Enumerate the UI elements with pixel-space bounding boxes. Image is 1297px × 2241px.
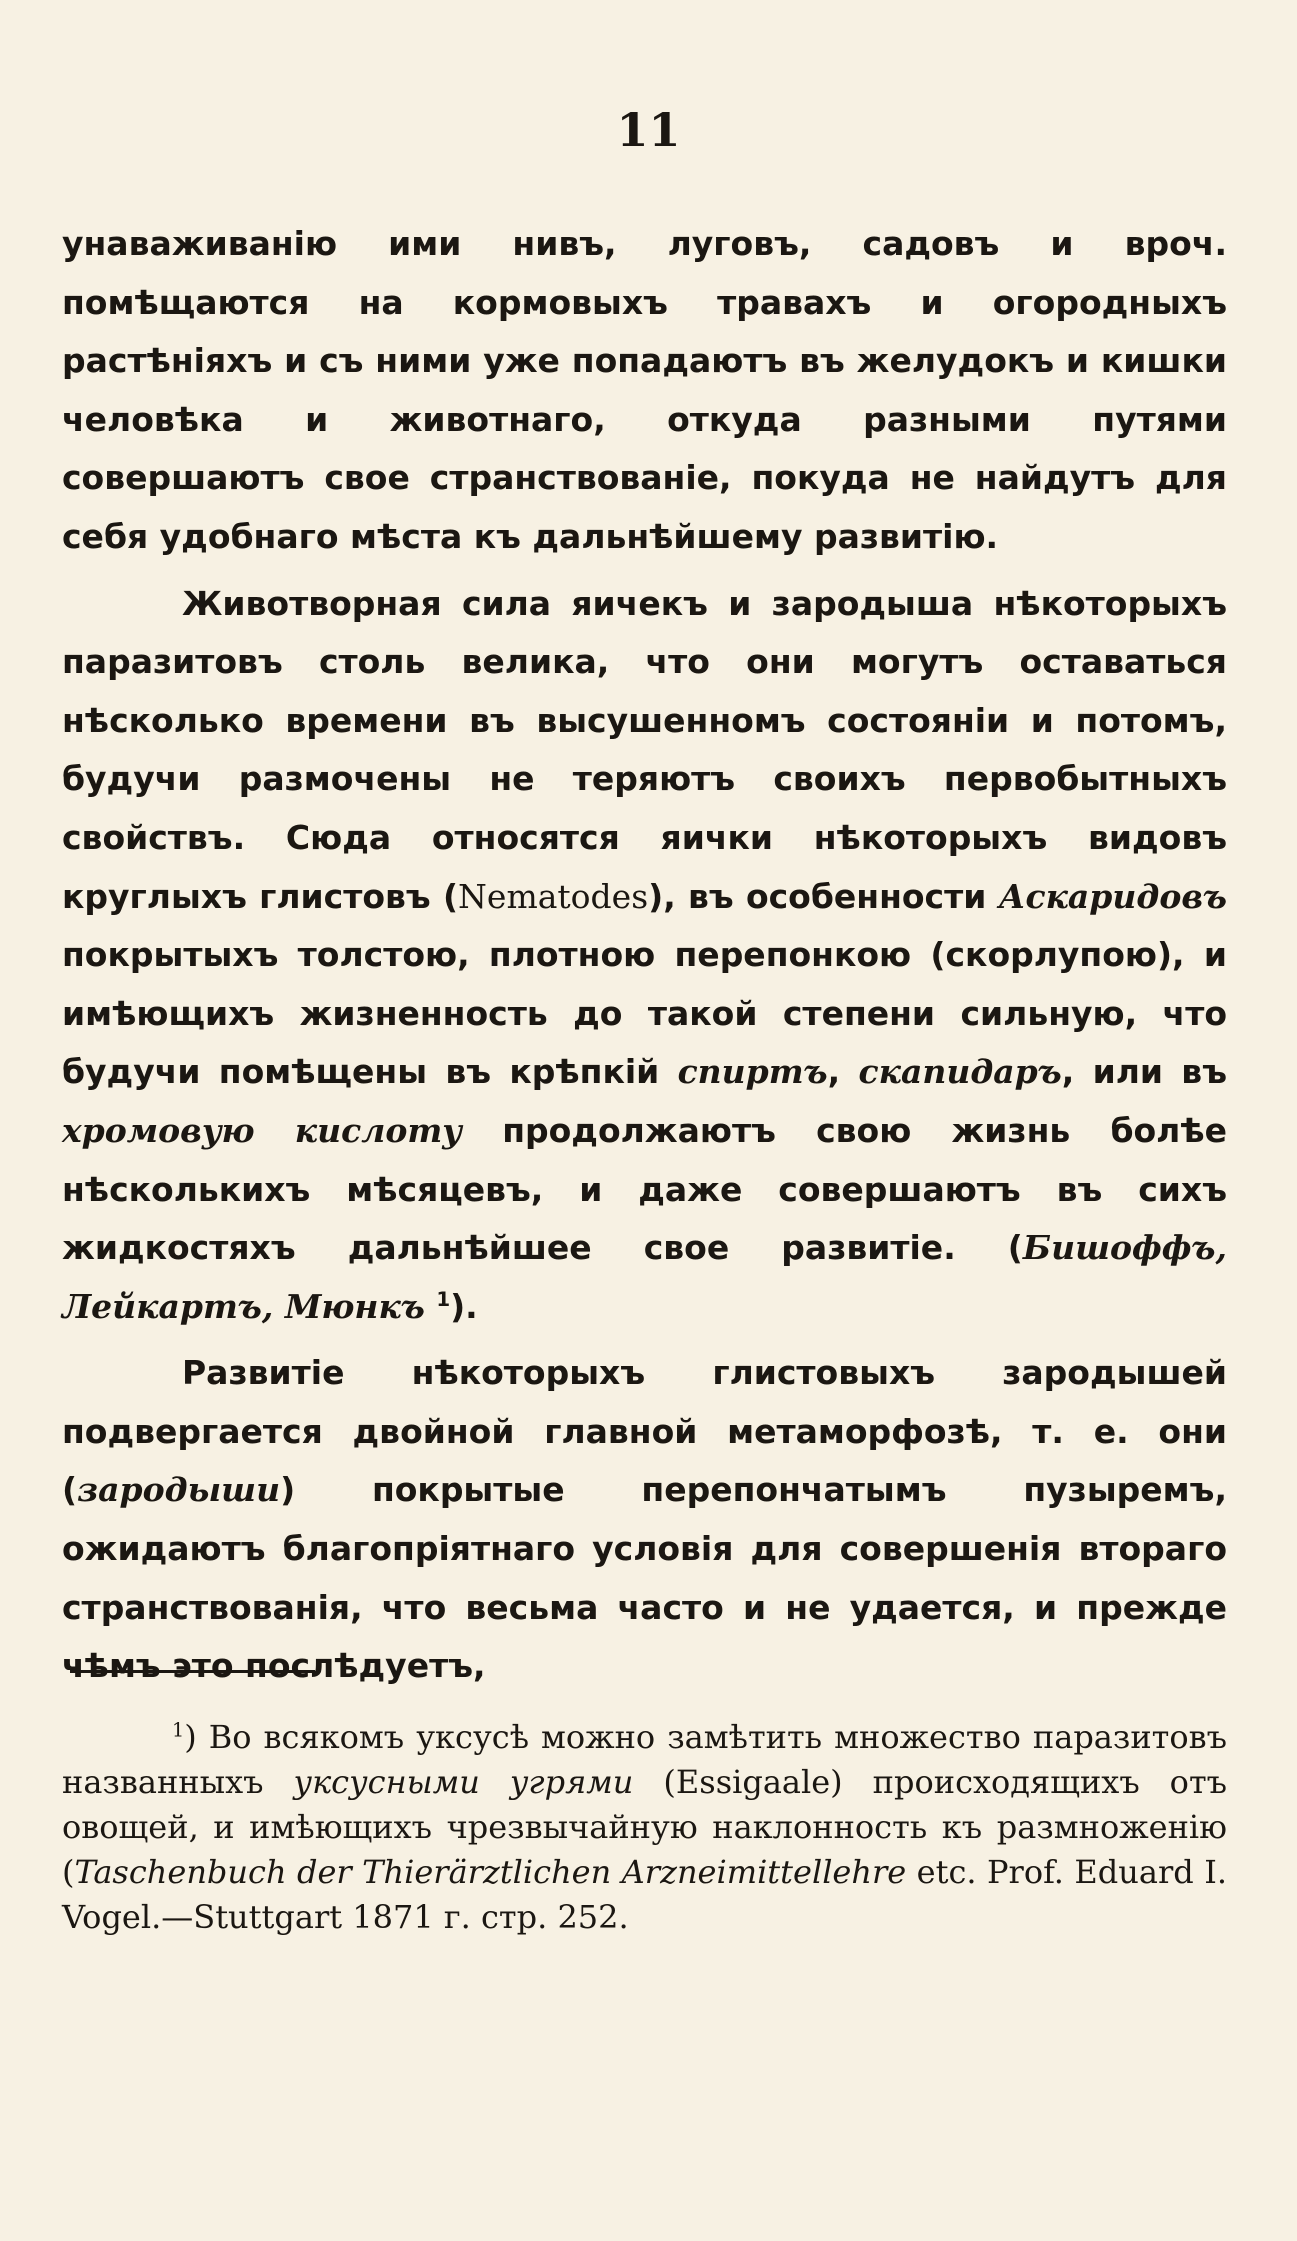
paragraph-3-text: ) покрытые перепончатымъ пузыремъ, ожидаютъ благопріятнаго условія для совершенія втораго странствованія, что весьма часто и не удается, и прежде чѣмъ это послѣдуетъ, xyxy=(62,1470,1227,1686)
footnote-text-part: etc. Prof. Eduard I. Vogel.—Stuttgart 1871 г. стр. 252. xyxy=(62,1853,1228,1936)
paragraph-2-text: продолжаютъ свою жизнь болѣе нѣсколькихъ мѣсяцевъ, и даже совершаютъ въ сихъ жидкостяхъ дальнѣйшее свое развитіе. ( xyxy=(62,1110,1227,1268)
paragraph-2-italic-term: Аскаридовъ xyxy=(998,876,1227,916)
footnote-text xyxy=(62,1715,1227,1940)
paragraph-2-text: Животворная сила яичекъ и зародыша нѣкоторыхъ паразитовъ столь велика, что они могутъ оставаться нѣсколько времени въ высушенномъ состояніи и потомъ, будучи размочены не теряютъ своихъ первобытныхъ свойствъ. Сюда относятся яички нѣкоторыхъ видовъ круглыхъ глистовъ ( xyxy=(62,583,1227,916)
paragraph-3 xyxy=(62,1344,1227,1696)
paragraph-3-text: Развитіе нѣкоторыхъ глистовыхъ зародышей подвергается двойной главной метаморфозѣ, т. е. они ( xyxy=(62,1353,1227,1510)
paragraph-2-text: ), въ особенности xyxy=(648,876,999,916)
paragraph-2-italic-term: скапидаръ xyxy=(858,1052,1062,1092)
paragraph-3-italic-term: зародыши xyxy=(77,1470,281,1510)
footnote xyxy=(62,1715,1227,1940)
paragraph-2-text: ). xyxy=(450,1286,478,1326)
paragraph-2-italic-term: хромовую кислоту xyxy=(62,1110,463,1150)
paragraph-2-text: , или въ xyxy=(1061,1052,1227,1092)
paragraph-2-italic-term: спиртъ xyxy=(677,1052,828,1092)
paragraph-2-text: покрытыхъ толстою, плотною перепонкою (скорлупою), и имѣющихъ жизненность до такой степени сильную, что будучи помѣщены въ крѣпкій xyxy=(62,935,1227,1092)
footnote-text-part: (Essigaale) происходящихъ отъ овощей, и имѣющихъ чрезвычайную наклонность къ размноженію ( xyxy=(62,1763,1228,1891)
footnote-divider xyxy=(70,1670,315,1673)
paragraph-1: унаваживанію ими нивъ, луговъ, садовъ и вроч. помѣщаются на кормовыхъ травахъ и огородныхъ растѣніяхъ и съ ними уже попадаютъ въ желудокъ и кишки человѣка и животнаго, откуда разными путями совершаютъ свое странствованіе, покуда не найдутъ для себя удобнаго мѣста къ дальнѣйшему развитію. xyxy=(62,224,1227,556)
paragraph-2 xyxy=(62,575,1227,1337)
paragraph-2-text: , xyxy=(827,1052,859,1092)
footnote-marker: 1 xyxy=(172,1718,185,1742)
footnote-italic-term: уксусными угрями xyxy=(293,1763,634,1801)
page-number: 11 xyxy=(616,103,681,157)
footnote-reference[interactable]: 1 xyxy=(436,1287,451,1311)
footnote-text-part: ) Во всякомъ уксусѣ можно замѣтить множество паразитовъ названныхъ xyxy=(62,1718,1227,1801)
paragraph-2-italic-authors: Бишоффъ, Лейкартъ, Мюнкъ xyxy=(62,1228,1227,1326)
footnote-book-title: Taschenbuch der Thierärztlichen Arzneimittellehre xyxy=(74,1853,907,1891)
main-text xyxy=(62,215,1227,1696)
paragraph-2-latin-term: Nematodes xyxy=(458,876,649,916)
